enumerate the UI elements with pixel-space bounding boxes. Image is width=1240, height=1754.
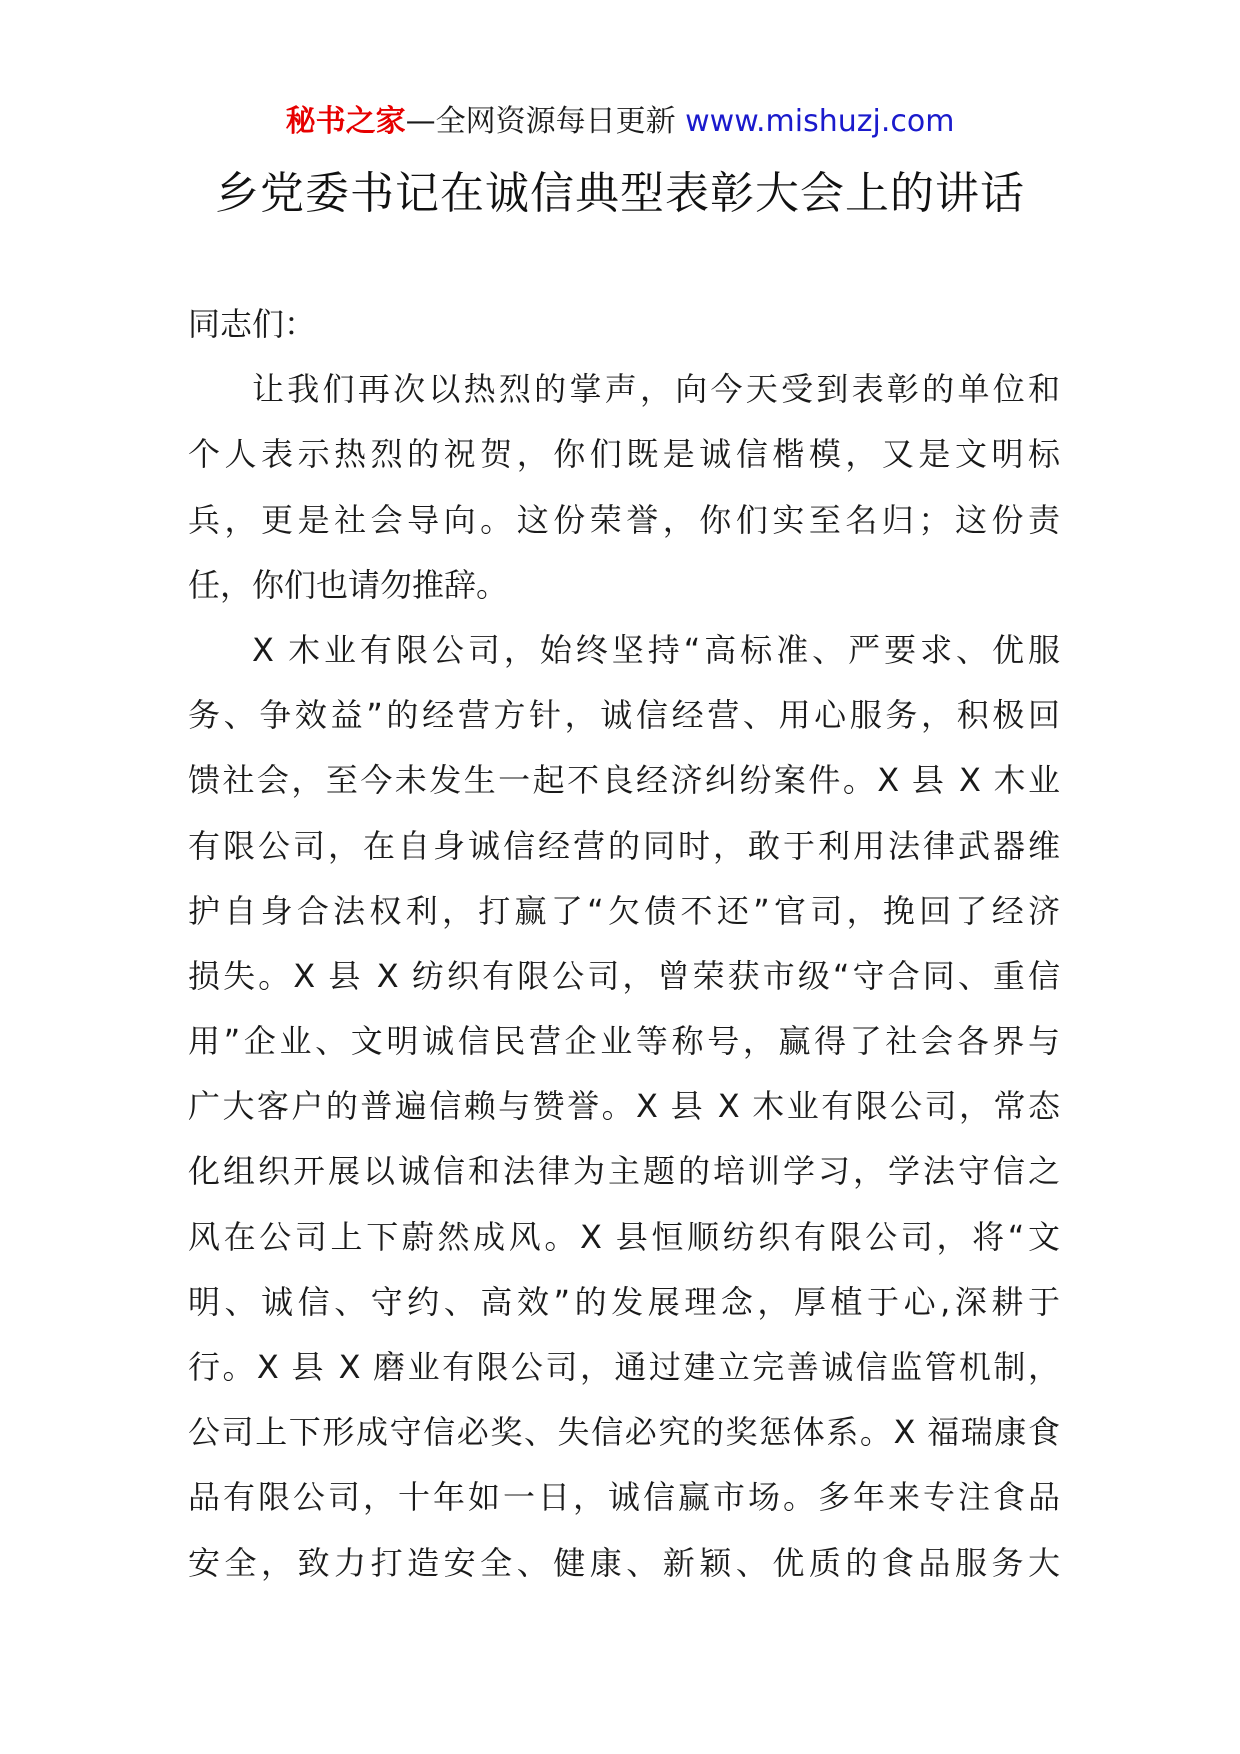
text-line: 任，你们也请勿推辞。 — [188, 565, 509, 604]
site-header — [0, 100, 1240, 144]
text-line: 品有限公司，十年如一日，诚信赢市场。多年来专注食品 — [188, 1478, 1060, 1517]
text-line: 有限公司，在自身诚信经营的同时，敢于利用法律武器维 — [188, 826, 1060, 865]
document-body — [188, 292, 1060, 1596]
text-line: 护自身合法权利，打赢了“欠债不还”官司，挽回了经济 — [188, 891, 1060, 930]
brand-name: 秘书之家 — [285, 104, 406, 139]
text-line: 明、诚信、守约、高效”的发展理念，厚植于心,深耕于 — [188, 1282, 1060, 1321]
text-line: 务、争效益”的经营方针，诚信经营、用心服务，积极回 — [188, 696, 1060, 735]
document-title: 乡党委书记在诚信典型表彰大会上的讲话 — [215, 168, 1025, 219]
text-line: 安全，致力打造安全、健康、新颖、优质的食品服务大 — [188, 1543, 1060, 1582]
salutation: 同志们： — [188, 305, 317, 343]
site-url-link[interactable]: www.mishuzj.com — [685, 104, 955, 139]
paragraph-1 — [188, 357, 1060, 618]
text-line: 公司上下形成守信必奖、失信必究的奖惩体系。X 福瑞康食 — [188, 1413, 1060, 1452]
text-line: 用”企业、文明诚信民营企业等称号，赢得了社会各界与 — [188, 1022, 1060, 1061]
text-line: 馈社会，至今未发生一起不良经济纠纷案件。X 县 X 木业 — [188, 761, 1060, 800]
paragraph-2 — [188, 618, 1060, 1596]
text-line: 化组织开展以诚信和法律为主题的培训学习，学法守信之 — [188, 1152, 1060, 1191]
text-line: 损失。X 县 X 纺织有限公司，曾荣获市级“守合同、重信 — [188, 956, 1060, 995]
header-tagline: —全网资源每日更新 — [405, 104, 676, 139]
text-line: X 木业有限公司，始终坚持“高标准、严要求、优服 — [252, 630, 1060, 669]
text-line: 风在公司上下蔚然成风。X 县恒顺纺织有限公司，将“文 — [188, 1217, 1060, 1256]
text-line: 让我们再次以热烈的掌声，向今天受到表彰的单位和 — [252, 370, 1060, 409]
text-line: 行。X 县 X 磨业有限公司，通过建立完善诚信监管机制， — [188, 1348, 1060, 1386]
text-line: 兵，更是社会导向。这份荣誉，你们实至名归；这份责 — [188, 500, 1060, 539]
text-line: 个人表示热烈的祝贺，你们既是诚信楷模，又是文明标 — [188, 435, 1060, 474]
text-line: 广大客户的普遍信赖与赞誉。X 县 X 木业有限公司，常态 — [188, 1087, 1060, 1126]
